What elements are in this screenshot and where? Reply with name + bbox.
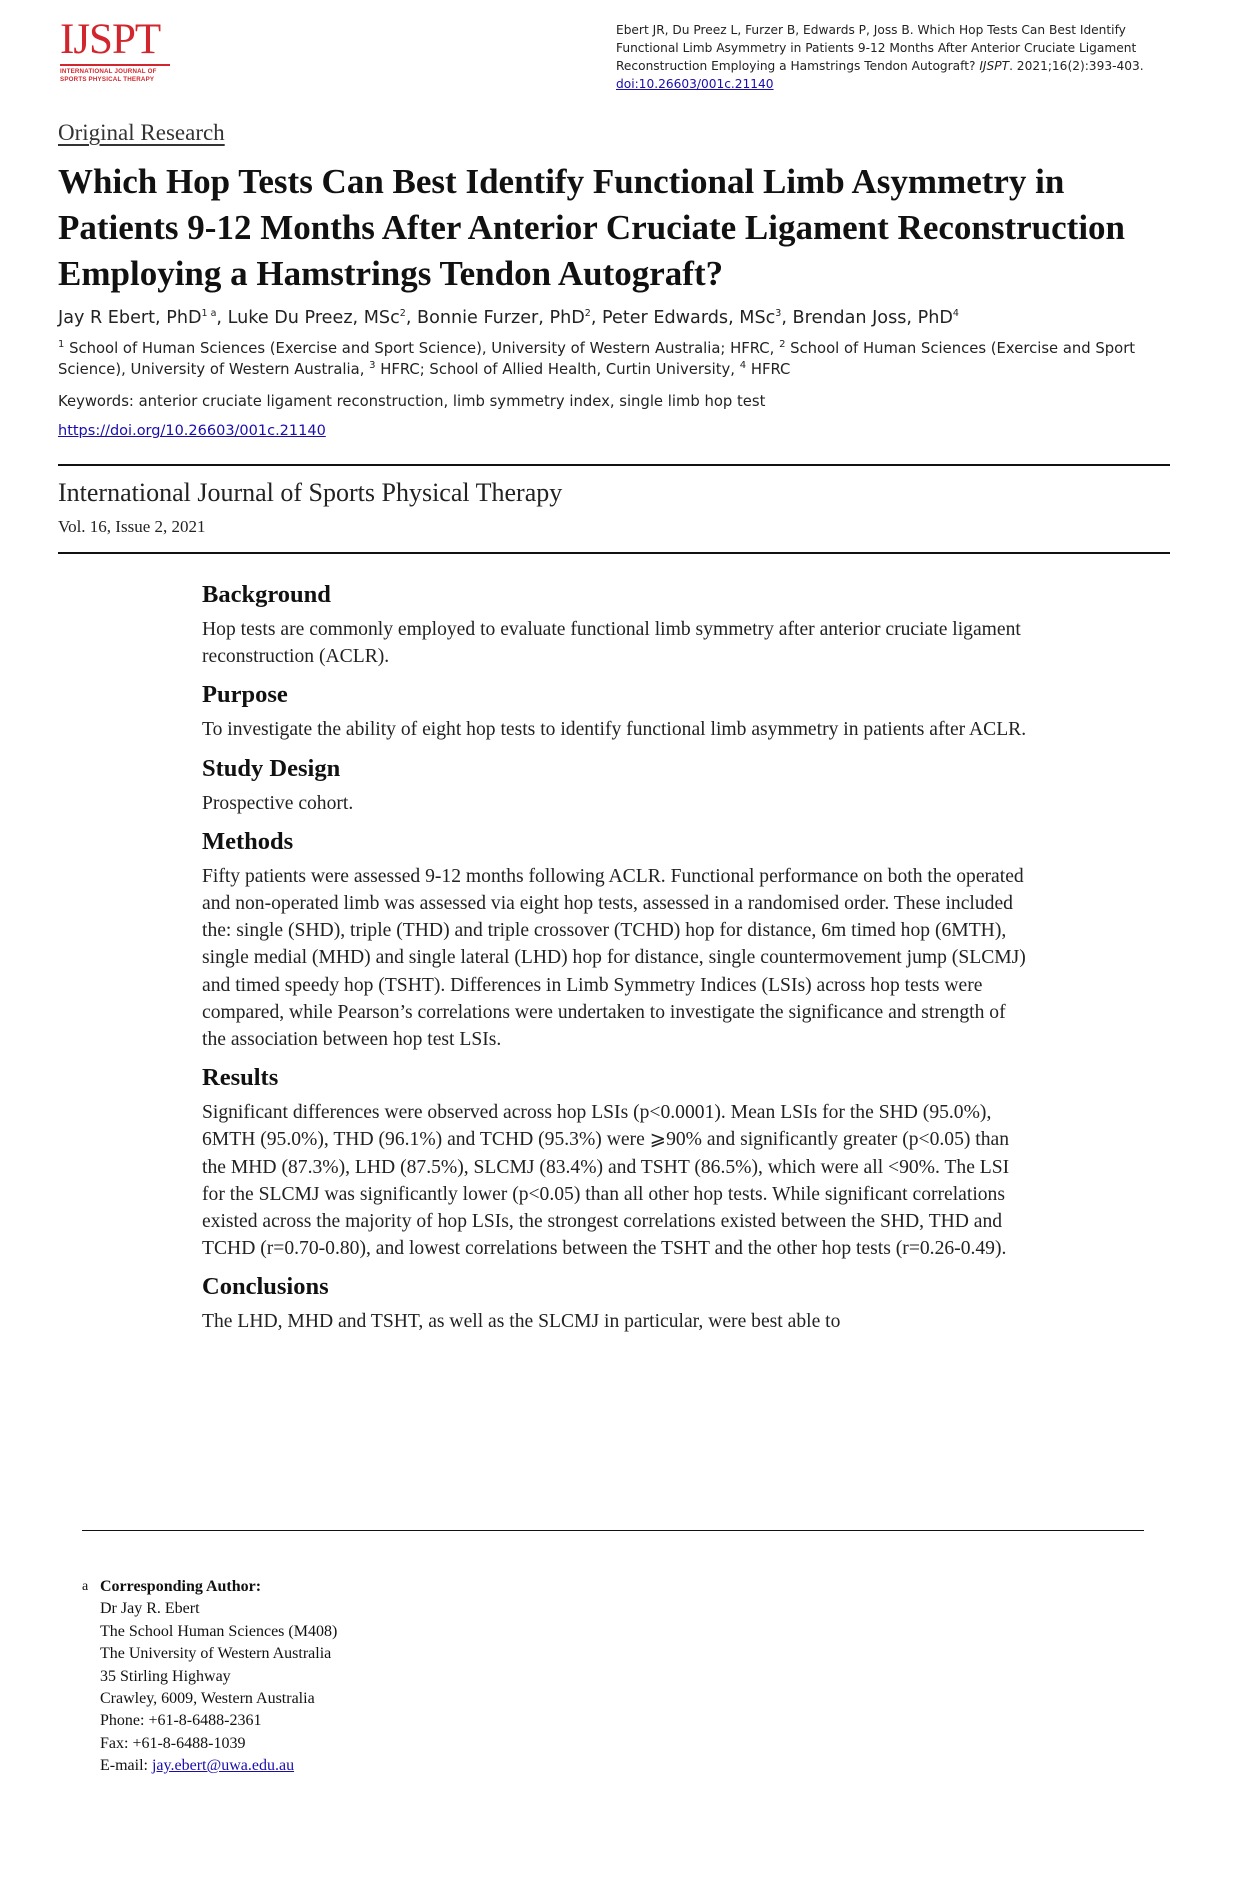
affiliation-number: 2 (779, 339, 786, 351)
abstract-section-methods (202, 827, 1032, 1053)
citation-block (616, 21, 1176, 93)
citation-details: . 2021;16(2):393-403. (1009, 59, 1144, 73)
author-name: Luke Du Preez, MSc (227, 308, 400, 328)
citation-text: Ebert JR, Du Preez L, Furzer B, Edwards P, Joss B. Which Hop Tests Can Best Identify Functional Limb Asymmetry in Patients 9-12 Months After Anterior Cruciate Ligament Reconstruction Employing a Hamstrings Tendon Autograft? (616, 23, 1137, 73)
keywords: Keywords: anterior cruciate ligament reconstruction, limb symmetry index, single limb hop test (58, 393, 766, 410)
citation-journal: IJSPT (979, 59, 1010, 73)
author-affiliation-ref[interactable]: 2 (584, 308, 591, 320)
abstract-section-purpose (202, 680, 1032, 743)
section-text: Fifty patients were assessed 9-12 months following ACLR. Functional performance on both the operated and non-operated limb was assessed via eight hop tests, assessed in a randomised order. These included the: single (SHD), triple (THD) and triple crossover (TCHD) hop for distance, 6m timed hop (6MTH), single medial (MHD) and single lateral (LHD) hop for distance, single countermovement jump (SLCMJ) and timed speedy hop (TSHT). Differences in Limb Symmetry Indices (LSIs) across hop tests were compared, while Pearson’s correlations were undertaken to investigate the significance and strength of the association between hop test LSIs. (202, 865, 1026, 1051)
divider (58, 552, 1170, 554)
affiliation-text: School of Human Sciences (Exercise and Sport Science), University of Western Australia, (58, 340, 1136, 378)
footnote-email-line (100, 1755, 337, 1777)
footnote-line: Dr Jay R. Ebert (100, 1600, 200, 1618)
affiliation-number: 3 (369, 360, 376, 372)
author-affiliation-ref[interactable]: 3 (775, 308, 782, 320)
author-name: Brendan Joss, PhD (792, 308, 953, 328)
footnote-line: The School Human Sciences (M408) (100, 1622, 338, 1640)
section-heading: Purpose (202, 681, 288, 709)
footnote-line: Crawley, 6009, Western Australia (100, 1690, 315, 1708)
author-name: Bonnie Furzer, PhD (417, 308, 585, 328)
section-text: Significant differences were observed across hop LSIs (p<0.0001). Mean LSIs for the SHD (95.0%), 6MTH (95.0%), THD (96.1%) and TCHD (95.3%) were ⩾90% and significantly greater (p<0.05) than the MHD (87.3%), LHD (87.5%), SLCMJ (83.4%) and TSHT (86.5%), which were all <90%. The LSI for the SLCMJ was significantly lower (p<0.05) than all other hop tests. While significant correlations existed across the majority of hop LSIs, the strongest correlations existed between the SHD, THD and TCHD (r=0.70-0.80), and lowest correlations between the TSHT and the other hop tests (r=0.26-0.49). (202, 1102, 1010, 1260)
footnote-line: The University of Western Australia (100, 1645, 332, 1663)
logo-wordmark: IJSPT (60, 16, 161, 63)
affiliation-number: 4 (739, 360, 747, 372)
author-affiliation-ref[interactable]: 4 (952, 308, 959, 320)
abstract-section-results (202, 1063, 1032, 1262)
volume-issue: Vol. 16, Issue 2, 2021 (58, 517, 206, 536)
citation-doi-link[interactable]: doi:10.26603/001c.21140 (616, 77, 774, 91)
corresponding-author-footnote (80, 1576, 337, 1778)
logo-subtitle: INTERNATIONAL JOURNAL OF SPORTS PHYSICAL THERAPY (60, 64, 170, 84)
footnote-marker: a (82, 1579, 89, 1594)
author-name: Peter Edwards, MSc (602, 308, 776, 328)
section-text: To investigate the ability of eight hop tests to identify functional limb asymmetry in patients after ACLR. (202, 719, 1027, 741)
affiliation-text: HFRC (750, 361, 791, 378)
footnote-divider (82, 1530, 1144, 1531)
email-link[interactable]: jay.ebert@uwa.edu.au (151, 1757, 295, 1775)
footnote-line: 35 Stirling Highway (100, 1667, 231, 1685)
section-text: Prospective cohort. (202, 792, 354, 814)
journal-logo (60, 18, 172, 88)
divider (58, 464, 1170, 466)
doi-link[interactable]: https://doi.org/10.26603/001c.21140 (58, 423, 326, 439)
abstract-section-study-design (202, 754, 1032, 817)
abstract-section-background (202, 580, 1032, 670)
author-list: Jay R Ebert, PhD$^{1 a}$, Luke Du Preez, MSc$^2$, Bonnie Furzer, PhD$^2$, Peter Edwards, MSc$^3$, Brendan Joss, PhD$^4$ (58, 308, 959, 328)
footnote-line: Fax: +61-8-6488-1039 (100, 1734, 246, 1752)
section-heading: Methods (202, 827, 294, 855)
footnote-line: Phone: +61-8-6488-2361 (100, 1712, 262, 1730)
affiliation-number: 1 (58, 339, 65, 351)
section-heading: Study Design (202, 754, 341, 782)
affiliation-list (58, 338, 1188, 380)
section-heading: Conclusions (202, 1273, 329, 1301)
email-label: E-mail: (100, 1757, 152, 1775)
abstract-section-conclusions (202, 1272, 1032, 1335)
abstract (202, 580, 1032, 1336)
article-type-link[interactable]: Original Research (58, 120, 225, 145)
section-heading: Background (202, 581, 331, 608)
affiliation-text: HFRC; School of Allied Health, Curtin University, (380, 361, 735, 378)
section-heading: Results (202, 1064, 279, 1092)
author-affiliation-ref[interactable]: 1 a (201, 308, 217, 320)
journal-name: International Journal of Sports Physical Therapy (58, 478, 563, 507)
section-text: Hop tests are commonly employed to evaluate functional limb symmetry after anterior cruciate ligament reconstruction (ACLR). (202, 619, 1021, 668)
section-text: The LHD, MHD and TSHT, as well as the SLCMJ in particular, were best able to (202, 1311, 841, 1333)
author-affiliation-ref[interactable]: 2 (399, 308, 406, 320)
article-title: Which Hop Tests Can Best Identify Functional Limb Asymmetry in Patients 9-12 Months After Anterior Cruciate Ligament Reconstruction Employing a Hamstrings Tendon Autograft? (58, 162, 1126, 293)
footnote-title: Corresponding Author: (100, 1578, 262, 1595)
affiliation-text: School of Human Sciences (Exercise and Sport Science), University of Western Australia; HFRC, (69, 340, 775, 357)
author-name: Jay R Ebert, PhD (58, 308, 202, 328)
